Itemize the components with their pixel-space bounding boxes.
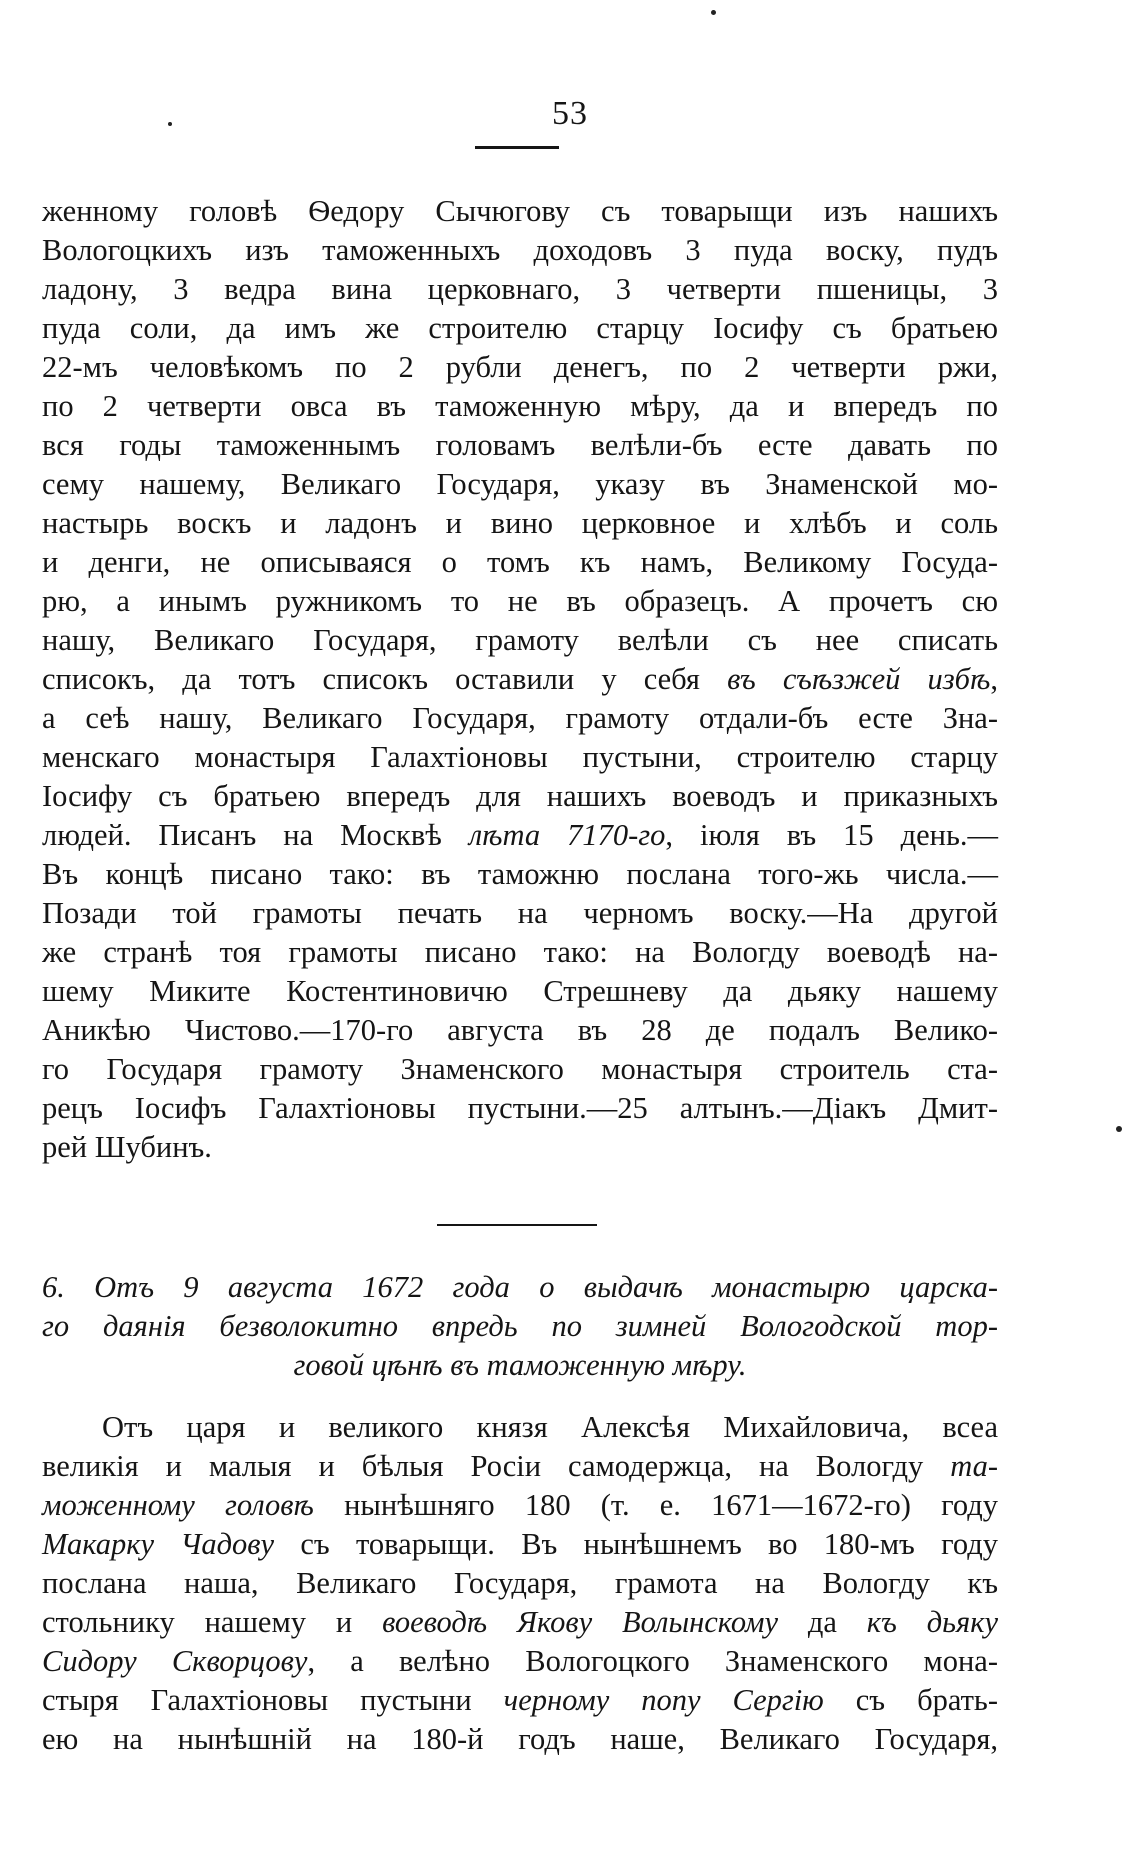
text-line xyxy=(42,1642,998,1681)
text-line: менскаго монастыря Галахтіоновы пустыни, строителю старцу xyxy=(42,740,998,774)
text-run: съ брать- xyxy=(823,1683,998,1717)
italic-run: та- xyxy=(950,1449,998,1483)
text-line xyxy=(42,1681,998,1720)
text-line xyxy=(42,816,998,855)
text-line: по 2 четверти овса въ таможенную мѣру, да и впередъ по xyxy=(42,389,998,423)
text-line: ею на нынѣшній на 180-й годъ наше, Великаго Государя, xyxy=(42,1722,998,1756)
text-line xyxy=(42,660,998,699)
text-line xyxy=(42,1447,998,1486)
text-run: , а велѣно Вологоцкого Знаменского мона- xyxy=(307,1644,998,1678)
text-line: рецъ Іосифъ Галахтіоновы пустыни.—25 алтынъ.—Діакъ Дмит- xyxy=(42,1091,998,1125)
text-line: Вологоцкихъ изъ таможенныхъ доходовъ 3 пуда воску, пудъ xyxy=(42,233,998,267)
text-run: съ товарыщи. Въ нынѣшнемъ во 180-мъ году xyxy=(274,1527,998,1561)
text-line: рей Шубинъ. xyxy=(42,1130,212,1164)
text-run: , xyxy=(990,662,998,696)
text-run: да xyxy=(777,1605,867,1639)
text-line: Въ концѣ писано тако: въ таможню послана того-жь числа.— xyxy=(42,857,998,891)
text-line: вся годы таможеннымъ головамъ велѣли-бъ есте давать по xyxy=(42,428,998,462)
text-line: нашу, Великаго Государя, грамоту велѣли съ нее списать xyxy=(42,623,998,657)
text-line: Аникѣю Чистово.—170-го августа въ 28 де подалъ Велико- xyxy=(42,1013,998,1047)
text-line: го Государя грамоту Знаменского монастыря строитель ста- xyxy=(42,1052,998,1086)
italic-run: черному попу Сергію xyxy=(503,1683,824,1717)
heading-line: 6. Отъ 9 августа 1672 года о выдачѣ монастырю царска- xyxy=(42,1270,998,1304)
document-text xyxy=(42,1408,998,1759)
text-line: и денги, не описываяся о томъ къ намъ, Великому Госуда- xyxy=(42,545,998,579)
heading-line: го даянія безволокитно впредь по зимней Вологодской тор- xyxy=(42,1309,998,1343)
text-line xyxy=(42,1525,998,1564)
heading-line: говой цѣнѣ въ таможенную мѣру. xyxy=(293,1348,747,1382)
text-line: 22-мъ человѣкомъ по 2 рубли денегъ, по 2 четверти ржи, xyxy=(42,350,998,384)
page-number: 53 xyxy=(552,95,588,132)
text-line: женному головѣ Ѳедору Сычюгову съ товарыщи изъ нашихъ xyxy=(42,194,998,228)
text-line: же странѣ тоя грамоты писано тако: на Вологду воеводѣ на- xyxy=(42,935,998,969)
text-run: нынѣшняго 180 (т. е. 1671—1672-го) году xyxy=(313,1488,998,1522)
italic-run: въ съѣзжей избѣ xyxy=(727,662,991,696)
italic-run: моженному головѣ xyxy=(42,1488,314,1522)
text-line: а сеѣ нашу, Великаго Государя, грамоту отдали-бъ есте Зна- xyxy=(42,701,998,735)
text-run: стольнику нашему и xyxy=(42,1605,383,1639)
document-heading xyxy=(42,1268,998,1385)
print-speck xyxy=(711,10,716,15)
italic-run: къ дьяку xyxy=(866,1605,999,1639)
section-divider xyxy=(437,1224,597,1226)
print-speck xyxy=(1116,1126,1122,1132)
italic-run: Сидору Скворцову xyxy=(42,1644,308,1678)
body-text-continued xyxy=(42,192,998,1167)
print-speck xyxy=(168,122,172,126)
italic-run: воеводѣ Якову Волынскому xyxy=(382,1605,778,1639)
text-line: Отъ царя и великого князя Алексѣя Михайловича, всеа xyxy=(102,1410,998,1444)
italic-run: Макарку Чадову xyxy=(42,1527,275,1561)
text-line xyxy=(42,1603,998,1642)
italic-run: лѣта 7170-го xyxy=(468,818,666,852)
text-run: стыря Галахтіоновы пустыни xyxy=(42,1683,504,1717)
text-line xyxy=(42,1486,998,1525)
text-run: списокъ, да тотъ списокъ оставили у себя xyxy=(42,662,728,696)
page-number-rule xyxy=(475,146,559,149)
text-run: людей. Писанъ на Москвѣ xyxy=(42,818,469,852)
text-line: Позади той грамоты печать на черномъ воску.—На другой xyxy=(42,896,998,930)
text-line: ладону, 3 ведра вина церковнаго, 3 четверти пшеницы, 3 xyxy=(42,272,998,306)
text-line: настырь воскъ и ладонъ и вино церковное и хлѣбъ и соль xyxy=(42,506,998,540)
text-run: великія и малыя и бѣлыя Росіи самодержца, на Вологду xyxy=(42,1449,951,1483)
text-line: Іосифу съ братьею впередъ для нашихъ воеводъ и приказныхъ xyxy=(42,779,998,813)
text-run: , іюля въ 15 день.— xyxy=(665,818,998,852)
text-line: сему нашему, Великаго Государя, указу въ Знаменской мо- xyxy=(42,467,998,501)
text-line: рю, а инымъ ружникомъ то не въ образецъ. А прочетъ сю xyxy=(42,584,998,618)
text-line: послана наша, Великаго Государя, грамота на Вологду къ xyxy=(42,1566,998,1600)
text-line: пуда соли, да имъ же строителю старцу Іосифу съ братьею xyxy=(42,311,998,345)
text-line: шему Миките Костентиновичю Стрешневу да дьяку нашему xyxy=(42,974,998,1008)
